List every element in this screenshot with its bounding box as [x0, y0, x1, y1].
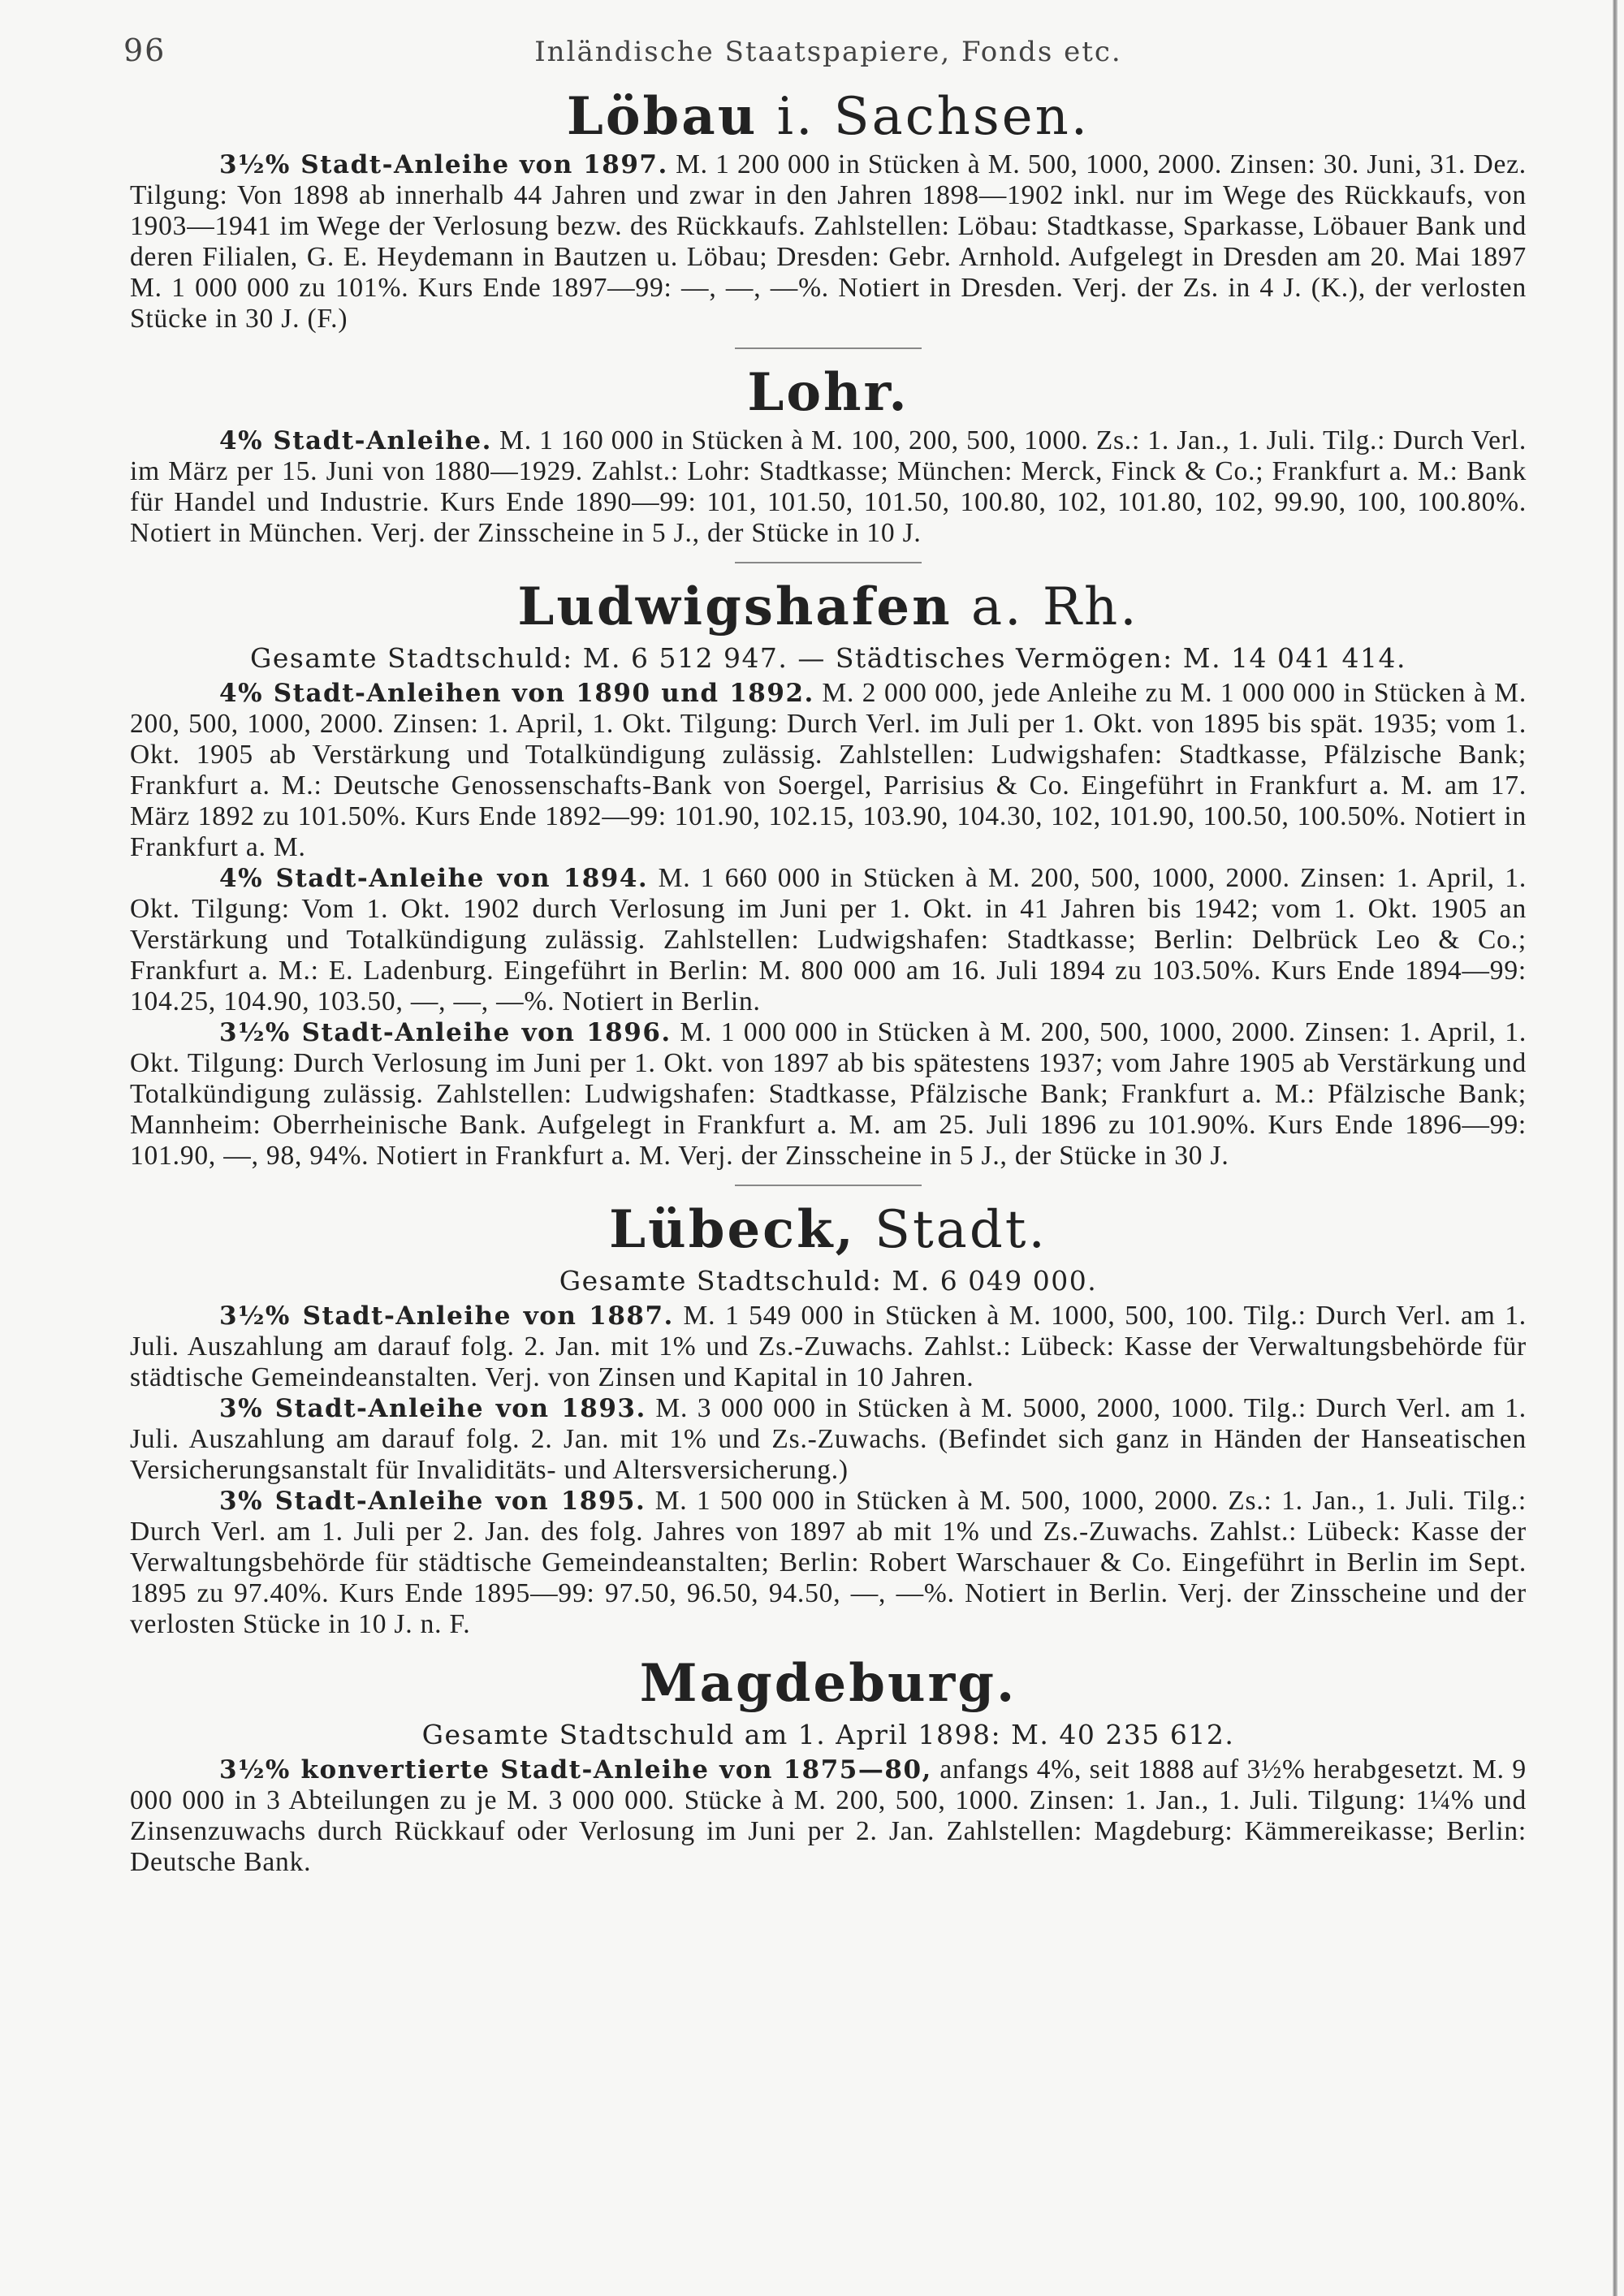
- bond-entry: [130, 863, 1527, 1017]
- section-subtitle: Gesamte Stadtschuld: M. 6 049 000.: [559, 1264, 1098, 1297]
- section-heading: [130, 360, 1527, 425]
- bond-text: M. 3 000 000 in Stücken à M. 5000, 2000, 1000. Tilg.: Durch Verl. am 1. Juli. Auszahlung am darauf folg. 2. Jan. mit 1% und Zs.-Zuwachs. (Befindet sich ganz in Händen der Hanseatischen Versicherungsanstalt für Invaliditäts- und Altersversicherung.): [130, 1392, 1527, 1485]
- section-luebeck: [130, 1198, 1527, 1640]
- bond-title: 3½% Stadt-Anleihe von 1897.: [219, 150, 668, 179]
- bond-entry: [130, 149, 1527, 334]
- city-suffix: i. Sachsen.: [758, 87, 1091, 147]
- bond-title: 3½% Stadt-Anleihe von 1896.: [219, 1017, 672, 1047]
- section-heading: [130, 1198, 1527, 1262]
- section-divider: [735, 1185, 922, 1186]
- bond-text: M. 1 000 000 in Stücken à M. 200, 500, 1000, 2000. Zinsen: 1. April, 1. Okt. Tilgung: Durch Verlosung im Juni per 1. Okt. von 1897 ab bis spätestens 1937; vom Jahre 1905 ab Verstärkung und Totalkündigung zulässig. Zahlstellen: Ludwigshafen: Stadtkasse, Pfälzische Bank; Frankfurt a. M.: Pfälzische Bank; Mannheim: Oberrheinische Bank. Aufgelegt in Frankfurt a. M. am 25. Juli 1896 zu 101.90%. Kurs Ende 1896—99: 101.90, —, 98, 94%. Notiert in Frankfurt a. M. Verj. der Zinsscheine in 5 J., der Stücke in 30 J.: [130, 1016, 1527, 1171]
- city-name: Magdeburg.: [639, 1652, 1017, 1714]
- city-name: Lohr.: [747, 362, 909, 423]
- city-suffix: a. Rh.: [952, 577, 1139, 637]
- page-edge-shadow: [1613, 0, 1618, 2296]
- bond-text: M. 1 500 000 in Stücken à M. 500, 1000, 2000. Zs.: 1. Jan., 1. Juli. Tilg.: Durch Verl. am 1. Juli per 2. Jan. des folg. Jahres von 1897 ab mit 1% und Zs.-Zuwachs. Zahlst.: Lübeck: Kasse der Verwaltungsbehörde für städtische Gemeindeanstalten; Berlin: Robert Warschauer & Co. Eingeführt in Berlin im Sept. 1895 zu 97.40%. Kurs Ende 1895—99: 97.50, 96.50, 94.50, —, —%. Notiert in Berlin. Verj. der Zinsscheine und der verlosten Stücke in 10 J. n. F.: [130, 1485, 1527, 1639]
- section-heading: [130, 575, 1527, 640]
- page-number: 96: [123, 32, 166, 68]
- bond-title: 3% Stadt-Anleihe von 1895.: [219, 1486, 646, 1516]
- section-heading: [130, 1651, 1527, 1716]
- section-heading: [130, 84, 1527, 149]
- city-name: Ludwigshafen: [517, 576, 952, 637]
- section-loebau: [130, 84, 1527, 334]
- bond-text: M. 1 200 000 in Stücken à M. 500, 1000, 2000. Zinsen: 30. Juni, 31. Dez. Tilgung: Von 1898 ab innerhalb 44 Jahren und zwar in den Jahren 1898—1902 inkl. nur im Wege des Rückkaufs, von 1903—1941 im Wege der Verlosung bezw. des Rückkaufs. Zahlstellen: Löbau: Stadtkasse, Sparkasse, Löbauer Bank und deren Filialen, G. E. Heydemann in Bautzen u. Löbau; Dresden: Gebr. Arnhold. Aufgelegt in Dresden am 20. Mai 1897 M. 1 000 000 zu 101%. Kurs Ende 1897—99: —, —, —%. Notiert in Dresden. Verj. der Zs. in 4 J. (K.), der verlosten Stücke in 30 J. (F.): [130, 149, 1527, 334]
- section-lohr: [130, 360, 1527, 549]
- city-name: Löbau: [566, 86, 758, 147]
- bond-text: M. 1 549 000 in Stücken à M. 1000, 500, 100. Tilg.: Durch Verl. am 1. Juli. Auszahlung am darauf folg. 2. Jan. mit 1% und Zs.-Zuwachs. Zahlst.: Lübeck: Kasse der Verwaltungsbehörde für städtische Gemeindeanstalten. Verj. von Zinsen und Kapital in 10 Jahren.: [130, 1300, 1527, 1392]
- bond-entry: [130, 1486, 1527, 1640]
- bond-title: 3½% konvertierte Stadt-Anleihe von 1875—80,: [219, 1754, 932, 1785]
- section-subtitle: Gesamte Stadtschuld: M. 6 512 947. — Städtisches Vermögen: M. 14 041 414.: [250, 642, 1406, 674]
- section-magdeburg: [130, 1651, 1527, 1878]
- bond-entry: [130, 1754, 1527, 1878]
- bond-entry: [130, 1017, 1527, 1172]
- bond-entry: [130, 1301, 1527, 1393]
- bond-text: anfangs 4%, seit 1888 auf 3½% herabgesetzt. M. 9 000 000 in 3 Abteilungen zu je M. 3 000 000. Stücke à M. 200, 500, 1000. Zinsen: 1. Jan., 1. Juli. Tilgung: 1¼% und Zinsenzuwachs durch Rückkauf oder Verlosung im Juni per 2. Jan. Zahlstellen: Magdeburg: Kämmereikasse; Berlin: Deutsche Bank.: [130, 1754, 1527, 1877]
- bond-text: M. 2 000 000, jede Anleihe zu M. 1 000 000 in Stücken à M. 200, 500, 1000, 2000. Zinsen: 1. April, 1. Okt. Tilgung: Durch Verl. im Juli per 1. Okt. von 1895 bis spät. 1935; vom 1. Okt. 1905 ab Verstärkung und Totalkündigung zulässig. Zahlstellen: Ludwigshafen: Stadtkasse, Pfälzische Bank; Frankfurt a. M.: Deutsche Genossenschafts-Bank von Soergel, Parrisius & Co. Eingeführt in Frankfurt a. M. am 17. März 1892 zu 101.50%. Kurs Ende 1892—99: 101.90, 102.15, 103.90, 104.30, 102, 101.90, 100.50, 100.50%. Notiert in Frankfurt a. M.: [130, 677, 1527, 862]
- bond-title: 3% Stadt-Anleihe von 1893.: [219, 1393, 646, 1423]
- bond-title: 4% Stadt-Anleihen von 1890 und 1892.: [219, 678, 814, 708]
- section-subtitle: Gesamte Stadtschuld am 1. April 1898: M. 40 235 612.: [421, 1718, 1235, 1750]
- bond-entry: [130, 678, 1527, 863]
- bond-title: 4% Stadt-Anleihe.: [219, 426, 492, 455]
- bond-text: M. 1 160 000 in Stücken à M. 100, 200, 500, 1000. Zs.: 1. Jan., 1. Juli. Tilg.: Durch Verl. im März per 15. Juni von 1880—1929. Zahlst.: Lohr: Stadtkasse; München: Merck, Finck & Co.; Frankfurt a. M.: Bank für Handel und Industrie. Kurs Ende 1890—99: 101, 101.50, 101.50, 100.80, 102, 101.80, 102, 99.90, 100, 100.80%. Notiert in München. Verj. der Zinsscheine in 5 J., der Stücke in 10 J.: [130, 425, 1527, 548]
- city-suffix: Stadt.: [855, 1199, 1047, 1260]
- section-ludwigshafen: [130, 575, 1527, 1172]
- bond-text: M. 1 660 000 in Stücken à M. 200, 500, 1000, 2000. Zinsen: 1. April, 1. Okt. Tilgung: Vom 1. Okt. 1902 durch Verlosung im Juni per 1. Okt. in 41 Jahren bis 1942; vom 1. Okt. 1905 an Verstärkung und Totalkündigung zulässig. Zahlstellen: Ludwigshafen: Stadtkasse; Berlin: Delbrück Leo & Co.; Frankfurt a. M.: E. Ladenburg. Eingeführt in Berlin: M. 800 000 am 16. Juli 1894 zu 103.50%. Kurs Ende 1894—99: 104.25, 104.90, 103.50, —, —, —%. Notiert in Berlin.: [130, 862, 1527, 1016]
- document-page: [123, 32, 1527, 1878]
- city-name: Lübeck,: [609, 1198, 856, 1260]
- bond-title: 4% Stadt-Anleihe von 1894.: [219, 863, 649, 893]
- bond-entry: [130, 1393, 1527, 1486]
- bond-title: 3½% Stadt-Anleihe von 1887.: [219, 1301, 674, 1331]
- bond-entry: [130, 425, 1527, 549]
- section-divider: [735, 562, 922, 563]
- section-divider: [735, 347, 922, 349]
- running-header: [123, 32, 1527, 84]
- running-title: Inländische Staatspapiere, Fonds etc.: [534, 36, 1122, 68]
